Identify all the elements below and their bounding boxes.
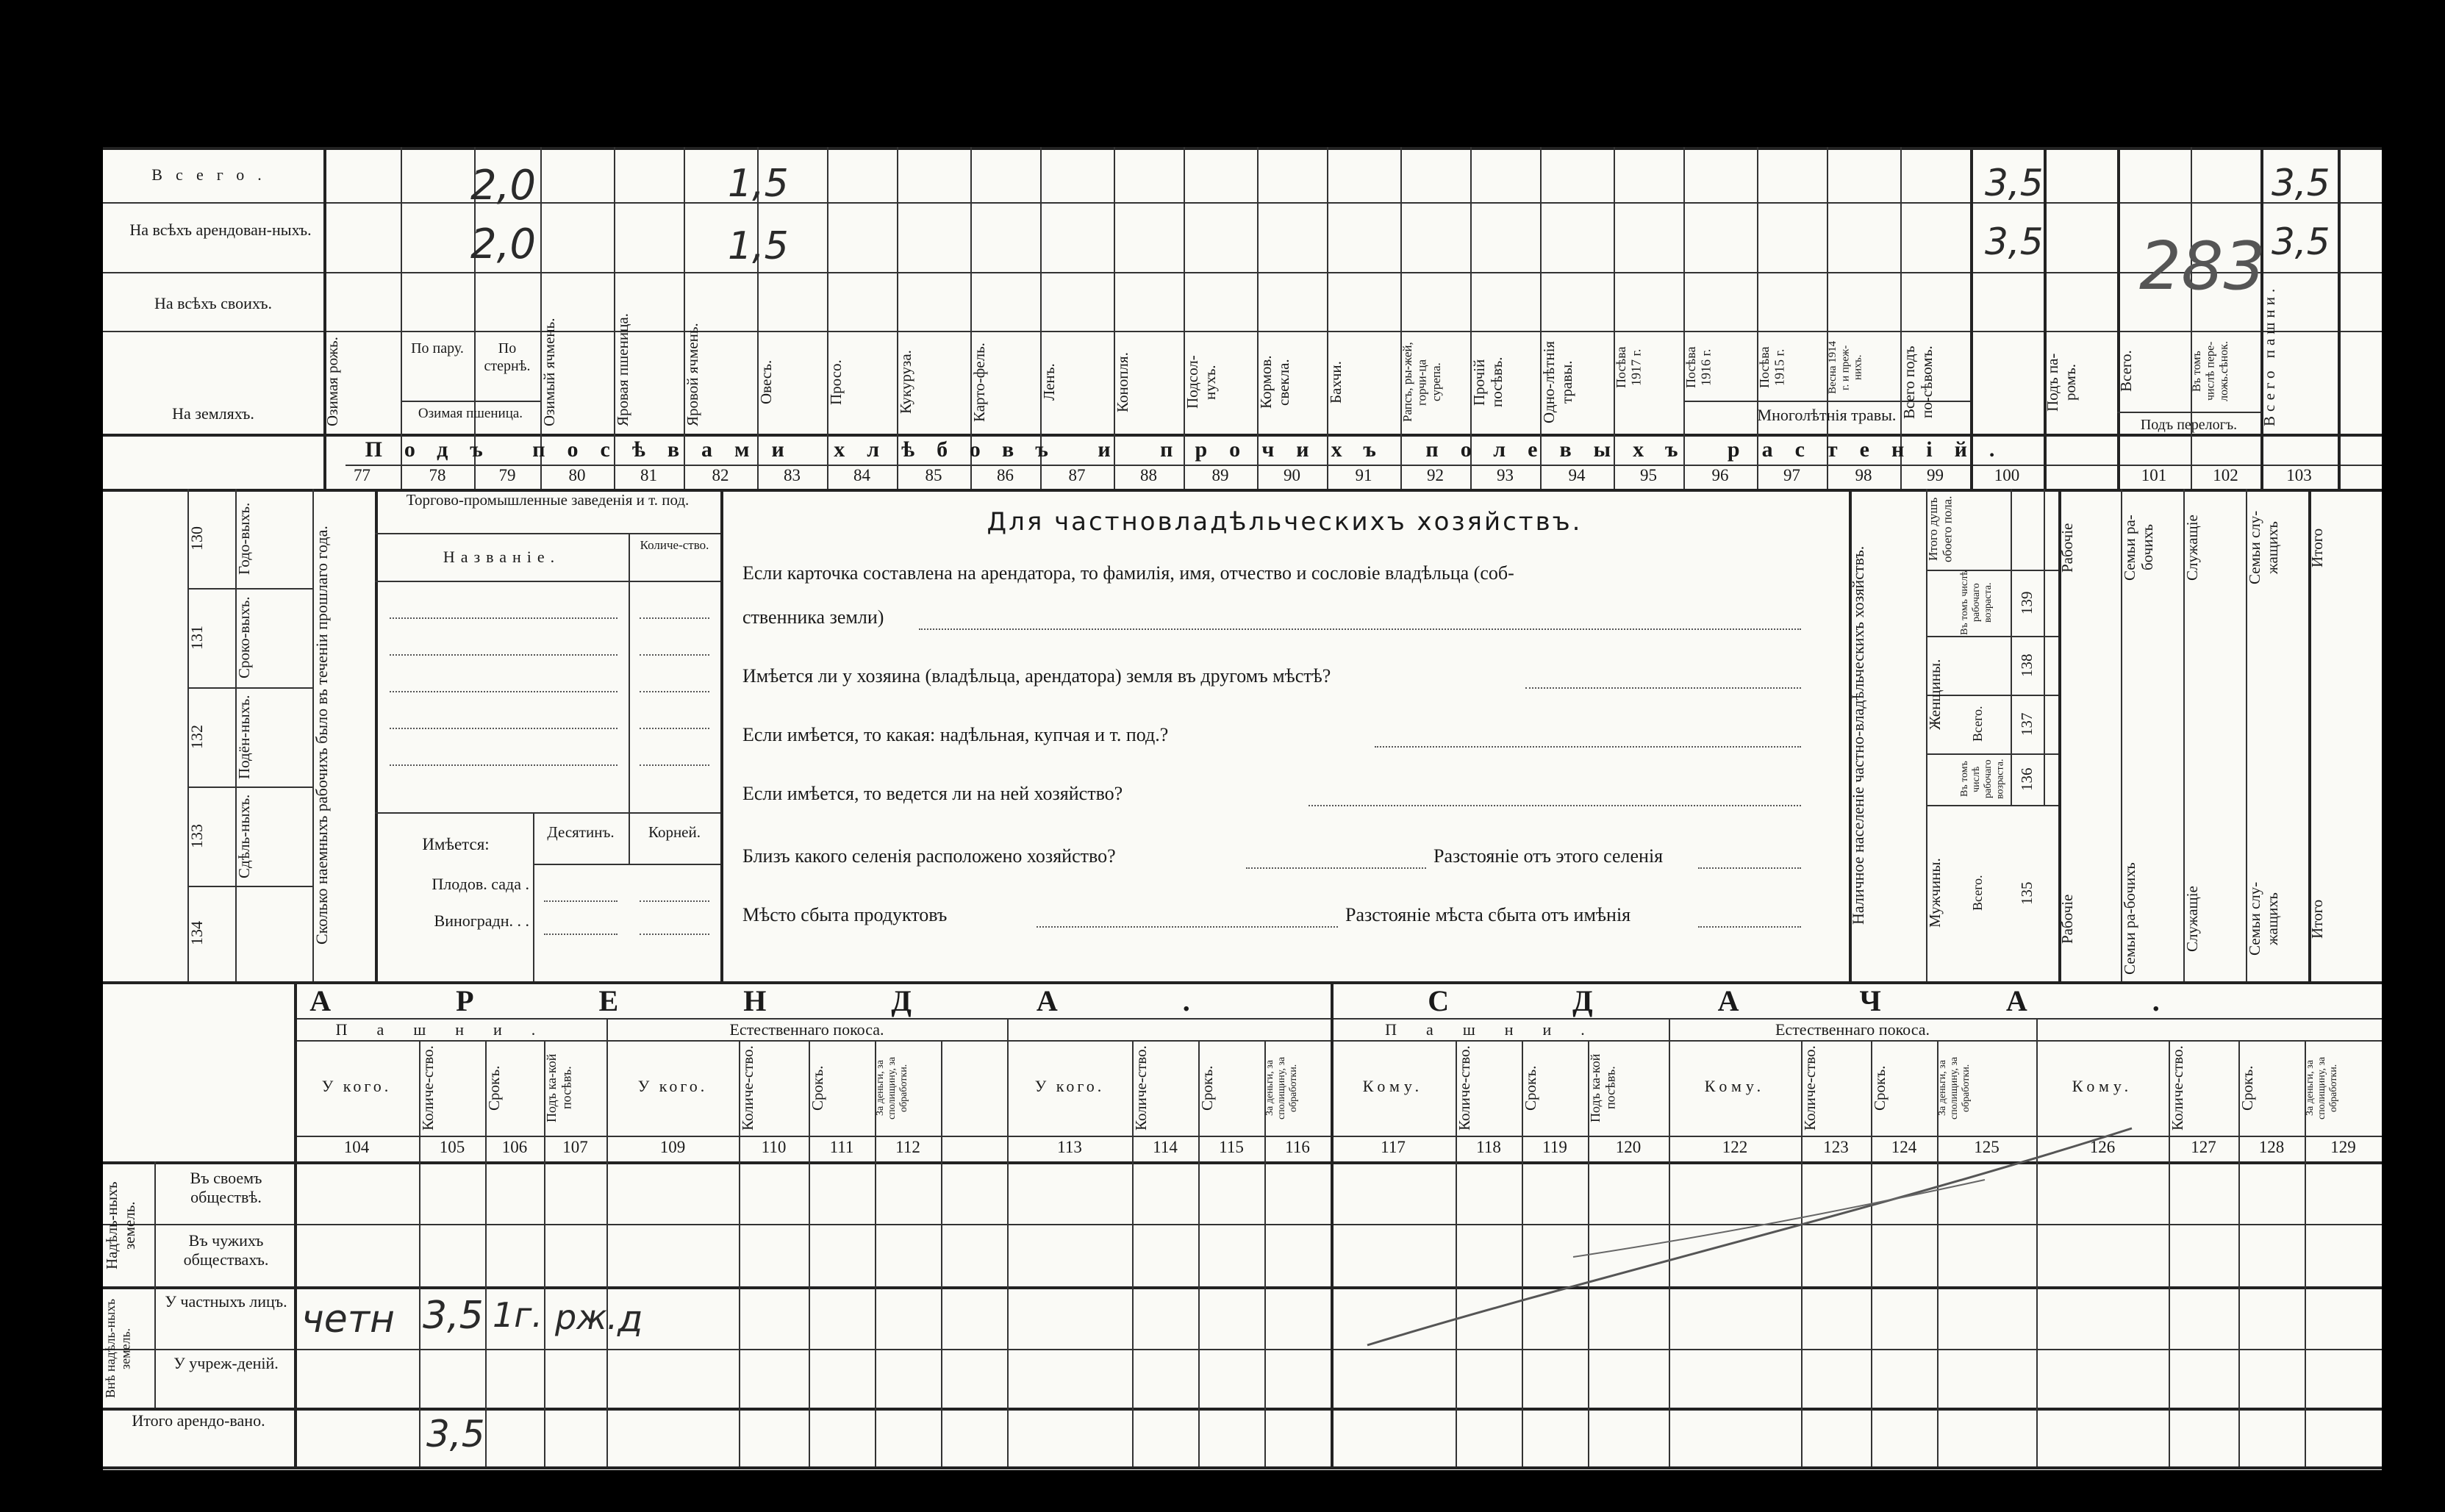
hdr-kukuruza: Кукуруза. [897,350,914,415]
hdr-posev-4: Подъ ка-кой посѣвъ. [1588,1053,1618,1122]
col-num: 96 [1711,466,1729,484]
hdr-zadengi-5: За деньги, за сполищину, за обработки. [1937,1056,1972,1119]
hdr-mnogoletnie-travy: Многолѣтнія травы. [1757,406,1897,424]
q-market: Мѣсто сбыта продуктовъ [742,904,948,925]
hdr-len: Ленъ. [1040,363,1058,401]
q-near-village: Близъ какого селенія расположено хозяйство? [742,845,1116,867]
hdr-yarovaya-pshenitsa: Яровая пшеница. [614,313,631,426]
row-arendovannyh: На всѣхъ арендован-ныхъ. [129,221,312,239]
hw-ozimaya-arend: 2,0 [470,221,537,268]
hw-yarovoy-vsego: 1,5 [728,162,789,206]
col-num-b: 124 [1891,1138,1917,1156]
col-num-b: 118 [1476,1138,1501,1156]
hw-srok: 1г. [493,1295,543,1335]
hdr-pod-parom: Подъ па-ромъ. [2044,353,2080,412]
hdr-kol-1: Количе-ство. [419,1045,437,1131]
hw-pashni-arend: 3,5 [2272,221,2330,263]
col-num: 95 [1640,466,1657,484]
col-num-b: 129 [2330,1138,2356,1156]
hdr-srok-4: Срокъ. [1522,1065,1539,1111]
hdr-kol-6: Количе-ство. [2169,1045,2186,1131]
lbl-rabochie-top: Рабочіе [2058,523,2076,573]
col-num-b: 119 [1542,1138,1567,1156]
col-num-b: 122 [1722,1138,1748,1156]
hdr-zadengi-2: За деньги, за сполищину, за обработки. [875,1056,910,1119]
col-num: 97 [1783,466,1800,484]
lbl-sluzhashchie-top: Служащіе [2183,515,2201,581]
col-num-b: 105 [439,1138,465,1156]
hired-workers-question: Сколько наемныхъ рабочихъ было въ теченіи прошлаго года. [312,526,331,945]
hdr-posev-1916: Посѣва 1916 г. [1683,346,1714,389]
q-distance-market: Разстояніе мѣста сбыта отъ имѣнія [1345,904,1631,925]
q-owner-2: ственника земли) [742,606,884,628]
lbl-semi-sluzh-bottom: Семьи слу-жащихъ [2246,881,2282,956]
num-132: 132 [187,725,206,749]
hdr-ozimaya-pshenitsa: Озимая пшеница. [418,406,523,421]
num-135: 135 [2018,881,2036,905]
col-num-b: 106 [501,1138,528,1156]
lbl-sdelnyh: Сдѣль-ныхъ. [235,794,253,878]
col-num: 78 [429,466,446,484]
col-num: 87 [1068,466,1086,484]
hdr-ozimaya-rozh: Озимая рожь. [323,337,341,426]
hdr-komu-3: Кому. [2072,1077,2133,1095]
arenda-pashni: Пашни. [335,1020,565,1039]
col-num: 83 [784,466,801,484]
hw-pod-posev: рж. [555,1297,618,1337]
row-chastnyh-lits: У частныхъ лицъ. [165,1292,287,1311]
lbl-rab-vozrast-zh: Въ томъ числѣ рабочаго возраста. [1959,570,1994,635]
hdr-po-sterne: По стернѣ. [484,340,531,374]
col-num: 99 [1927,466,1944,484]
lbl-korney: Корней. [648,823,701,841]
hw-stamp-number: 283 [2139,228,2266,305]
hdr-odnoletnie-travy: Одно-лѣтнія травы. [1540,340,1576,424]
col-num-b: 123 [1823,1138,1849,1156]
hdr-posev-1: Подъ ка-кой посѣвъ. [544,1053,574,1122]
lbl-itogo-dush: Итого душъ обоего пола. [1926,495,1955,563]
col-num-b: 115 [1219,1138,1244,1156]
hdr-pod-perelog: Подъ перелогъ. [2140,417,2238,433]
col-num: 102 [2213,466,2238,484]
trade-nazvanie: Названіе. [443,548,561,566]
arenda-title: АРЕНДА. [309,984,1315,1017]
hw-posev-arend: 3,5 [1985,221,2044,263]
lbl-vinogradn: Виноградн. . . [434,911,529,930]
hdr-proso: Просо. [827,359,845,405]
col-num: 79 [498,466,516,484]
col-num: 93 [1497,466,1514,484]
hdr-posev-1915: Посѣва 1915 г. [1757,346,1787,389]
col-num-b: 128 [2258,1138,2285,1156]
hdr-kol-4: Количе-ство. [1456,1045,1473,1131]
lbl-semi-sluzh-top: Семьи слу-жащихъ [2246,510,2282,585]
hw-kolichestvo: 3,5 [423,1294,484,1338]
sdacha-pokos: Естественнаго покоса. [1775,1020,1930,1039]
hdr-srok-1: Срокъ. [485,1065,503,1111]
population-title: Наличное населеніе частно-владѣльческихъ хозяйствъ. [1849,545,1867,925]
num-136: 136 [2018,767,2036,791]
col-num: 84 [853,466,870,484]
hdr-pod-posevami: Подъ посѣвами хлѣбовъ и прочихъ полевыхъ растеній. [365,437,2017,462]
hdr-ozimy-yachmen: Озимый ячмень. [540,318,558,426]
col-num: 88 [1140,466,1157,484]
num-138: 138 [2018,653,2036,677]
pencil-strike-line [103,147,2382,1470]
col-num: 89 [1211,466,1229,484]
hdr-kol-3: Количе-ство. [1132,1045,1150,1131]
col-num: 94 [1568,466,1586,484]
col-num: 92 [1427,466,1444,484]
col-num: 91 [1355,466,1372,484]
hdr-raps: Рапсъ, ры-жей, горчи-ца сурепа. [1400,342,1444,423]
row-itogo-arendovano: Итого арендо-вано. [132,1411,265,1430]
hdr-vsego-pod-posevom: Всего подъ по-сѣвомъ. [1900,345,1936,419]
hw-pashni-vsego: 3,5 [2272,162,2330,204]
lbl-sluzhashchie-bottom: Служащіе [2183,886,2201,952]
trade-title: Торгово-промышленные заведенія и т. под. [406,491,690,509]
hdr-yarovoy-yachmen: Яровой ячмень. [684,323,701,426]
arenda-pokos: Естественнаго покоса. [729,1020,884,1039]
lbl-vsego-m: Всего. [1970,875,1985,911]
hdr-vsego-pashni: Всего пашни. [2260,284,2278,426]
col-num: 101 [2141,466,2167,484]
num-131: 131 [187,626,206,650]
hdr-po-paru: По пару. [411,340,464,356]
hdr-zadengi-6: За деньги, за сполищину, за обработки. [2305,1056,2340,1119]
hdr-srok-6: Срокъ. [2238,1065,2256,1111]
col-num: 80 [568,466,586,484]
hw-za-dengi: д [617,1297,643,1340]
col-num: 98 [1855,466,1872,484]
col-num: 100 [1994,466,2020,484]
row-chuzhih-obshchestvah: Въ чужихъ обществахъ. [183,1231,269,1269]
col-num: 90 [1284,466,1300,484]
col-num-b: 116 [1285,1138,1310,1156]
lbl-zhenshchiny: Женщины. [1926,659,1944,731]
lbl-vsego-zh: Всего. [1970,706,1985,742]
q-land-elsewhere: Имѣется ли у хозяина (владѣльца, арендатора) земля въ другомъ мѣстѣ? [742,665,1331,687]
hdr-vsego-perelog: Всего. [2117,350,2135,393]
col-num-b: 112 [895,1138,920,1156]
col-num-b: 127 [2191,1138,2216,1156]
hdr-posev-1917: Посѣва 1917 г. [1614,346,1644,389]
lbl-plodov-sada: Плодов. сада . [432,875,529,893]
row-svoem-obshchestve: Въ своемъ обществѣ. [190,1169,262,1207]
lbl-rabochie-bottom: Рабочіе [2058,894,2076,944]
col-num: 86 [997,466,1014,484]
lbl-godovyh: Годо-выхъ. [235,502,253,575]
col-num-b: 109 [659,1138,686,1156]
hw-u-kogo: четн [301,1297,395,1341]
col-num-b: 125 [1974,1138,2000,1156]
lbl-rab-vozrast-m: Въ томъ числѣ рабочаго возраста. [1959,759,2006,800]
sdacha-pashni: Пашни. [1385,1020,1614,1039]
row-vsego: Всего. [151,165,275,184]
lbl-imeetsya: Имѣется: [422,835,490,853]
hdr-u-kogo-2: У кого. [637,1077,708,1095]
hdr-v-tom-chisle: Въ томъ числѣ пере-ложь.сѣнок. [2191,340,2230,402]
lbl-desyatin: Десятинъ. [547,823,615,841]
num-133: 133 [187,824,206,848]
col-num-b: 126 [2089,1138,2116,1156]
hdr-u-kogo-1: У кого. [321,1077,392,1095]
trade-kolichestvo: Количе-ство. [640,538,709,552]
col-num-b: 120 [1615,1138,1642,1156]
lbl-podennyh: Подён-ныхъ. [235,695,253,779]
hw-posev-vsego: 3,5 [1985,162,2044,204]
num-134: 134 [187,921,206,946]
sdacha-title: СДАЧА. [1428,984,2285,1017]
hw-yarovoy-arend: 1,5 [728,224,789,268]
hdr-u-kogo-3: У кого. [1034,1077,1105,1095]
hw-ozimaya-vsego: 2,0 [470,162,537,209]
lbl-itogo-top: Итого [2308,528,2326,567]
q-farming: Если имѣется, то ведется ли на ней хозяйство? [742,783,1123,804]
row-svoih: На всѣхъ своихъ. [154,294,272,312]
hdr-srok-2: Срокъ. [809,1065,826,1111]
hdr-srok-5: Срокъ. [1871,1065,1889,1111]
q-land-type: Если имѣется, то какая: надѣльная, купчая и т. под.? [742,724,1169,745]
lbl-semi-rabochih-top: Семьи ра-бочихъ [2121,515,2157,581]
num-137: 137 [2018,712,2036,736]
hw-itogo: 3,5 [426,1413,485,1455]
col-num-b: 114 [1153,1138,1178,1156]
lbl-semi-rabochih-bottom: Семьи ра-бочихъ [2121,862,2138,975]
hdr-zadengi-3: За деньги, за сполищину, за обработки. [1264,1056,1300,1119]
hdr-kol-5: Количе-ство. [1801,1045,1819,1131]
num-130: 130 [187,526,206,551]
hdr-oves: Овесъ. [757,359,775,405]
hdr-kol-2: Количе-ство. [739,1045,756,1131]
q-distance-village: Разстояніе отъ этого селенія [1433,845,1664,867]
col-num-b: 111 [829,1138,854,1156]
lbl-vne-nadelnyh: Внѣ надѣль-ныхъ земель. [103,1299,133,1399]
row-na-zemlyah: На земляхъ. [172,404,254,423]
row-uchrezhdeniy: У учреж-деній. [173,1354,279,1372]
hdr-konoplya: Конопля. [1114,352,1131,412]
hdr-kormov-svekla: Кормов. свекла. [1257,355,1293,409]
private-title: Для частновладѣльческихъ хозяйствъ. [987,507,1583,537]
lbl-nadelnyh: Надѣль-ныхъ земель. [103,1181,139,1270]
hdr-bahchi: Бахчи. [1327,361,1345,404]
col-num-b: 110 [761,1138,787,1156]
num-139: 139 [2018,591,2036,615]
col-num-b: 117 [1381,1138,1406,1156]
col-num: 77 [354,466,370,484]
hdr-komu-1: Кому. [1362,1077,1424,1095]
lbl-srokovyh: Сроко-выхъ. [235,596,253,679]
hdr-komu-2: Кому. [1704,1077,1766,1095]
lbl-itogo-bottom: Итого [2308,899,2326,939]
lbl-muzhchiny: Мужчины. [1926,858,1944,928]
hdr-prochiy-posev: Прочій посѣвъ. [1470,356,1506,408]
col-num: 81 [640,466,657,484]
q-owner-1: Если карточка составлена на арендатора, то фамилія, имя, отчество и сословіе владѣльца (соб- [742,562,1514,584]
col-num: 103 [2286,466,2312,484]
hdr-vesna-1914: Весна 1914 г. и преж-нихъ. [1827,340,1864,395]
hdr-srok-3: Срокъ. [1198,1065,1216,1111]
hdr-podsolnuh: Подсол-нухъ. [1184,355,1220,409]
col-num: 82 [712,466,729,484]
col-num-b: 113 [1057,1138,1082,1156]
col-num-b: 104 [343,1138,370,1156]
col-num-b: 107 [562,1138,588,1156]
census-card-sheet [103,147,2382,1470]
col-num: 85 [925,466,942,484]
hdr-kartofel: Карто-фель. [970,343,988,422]
